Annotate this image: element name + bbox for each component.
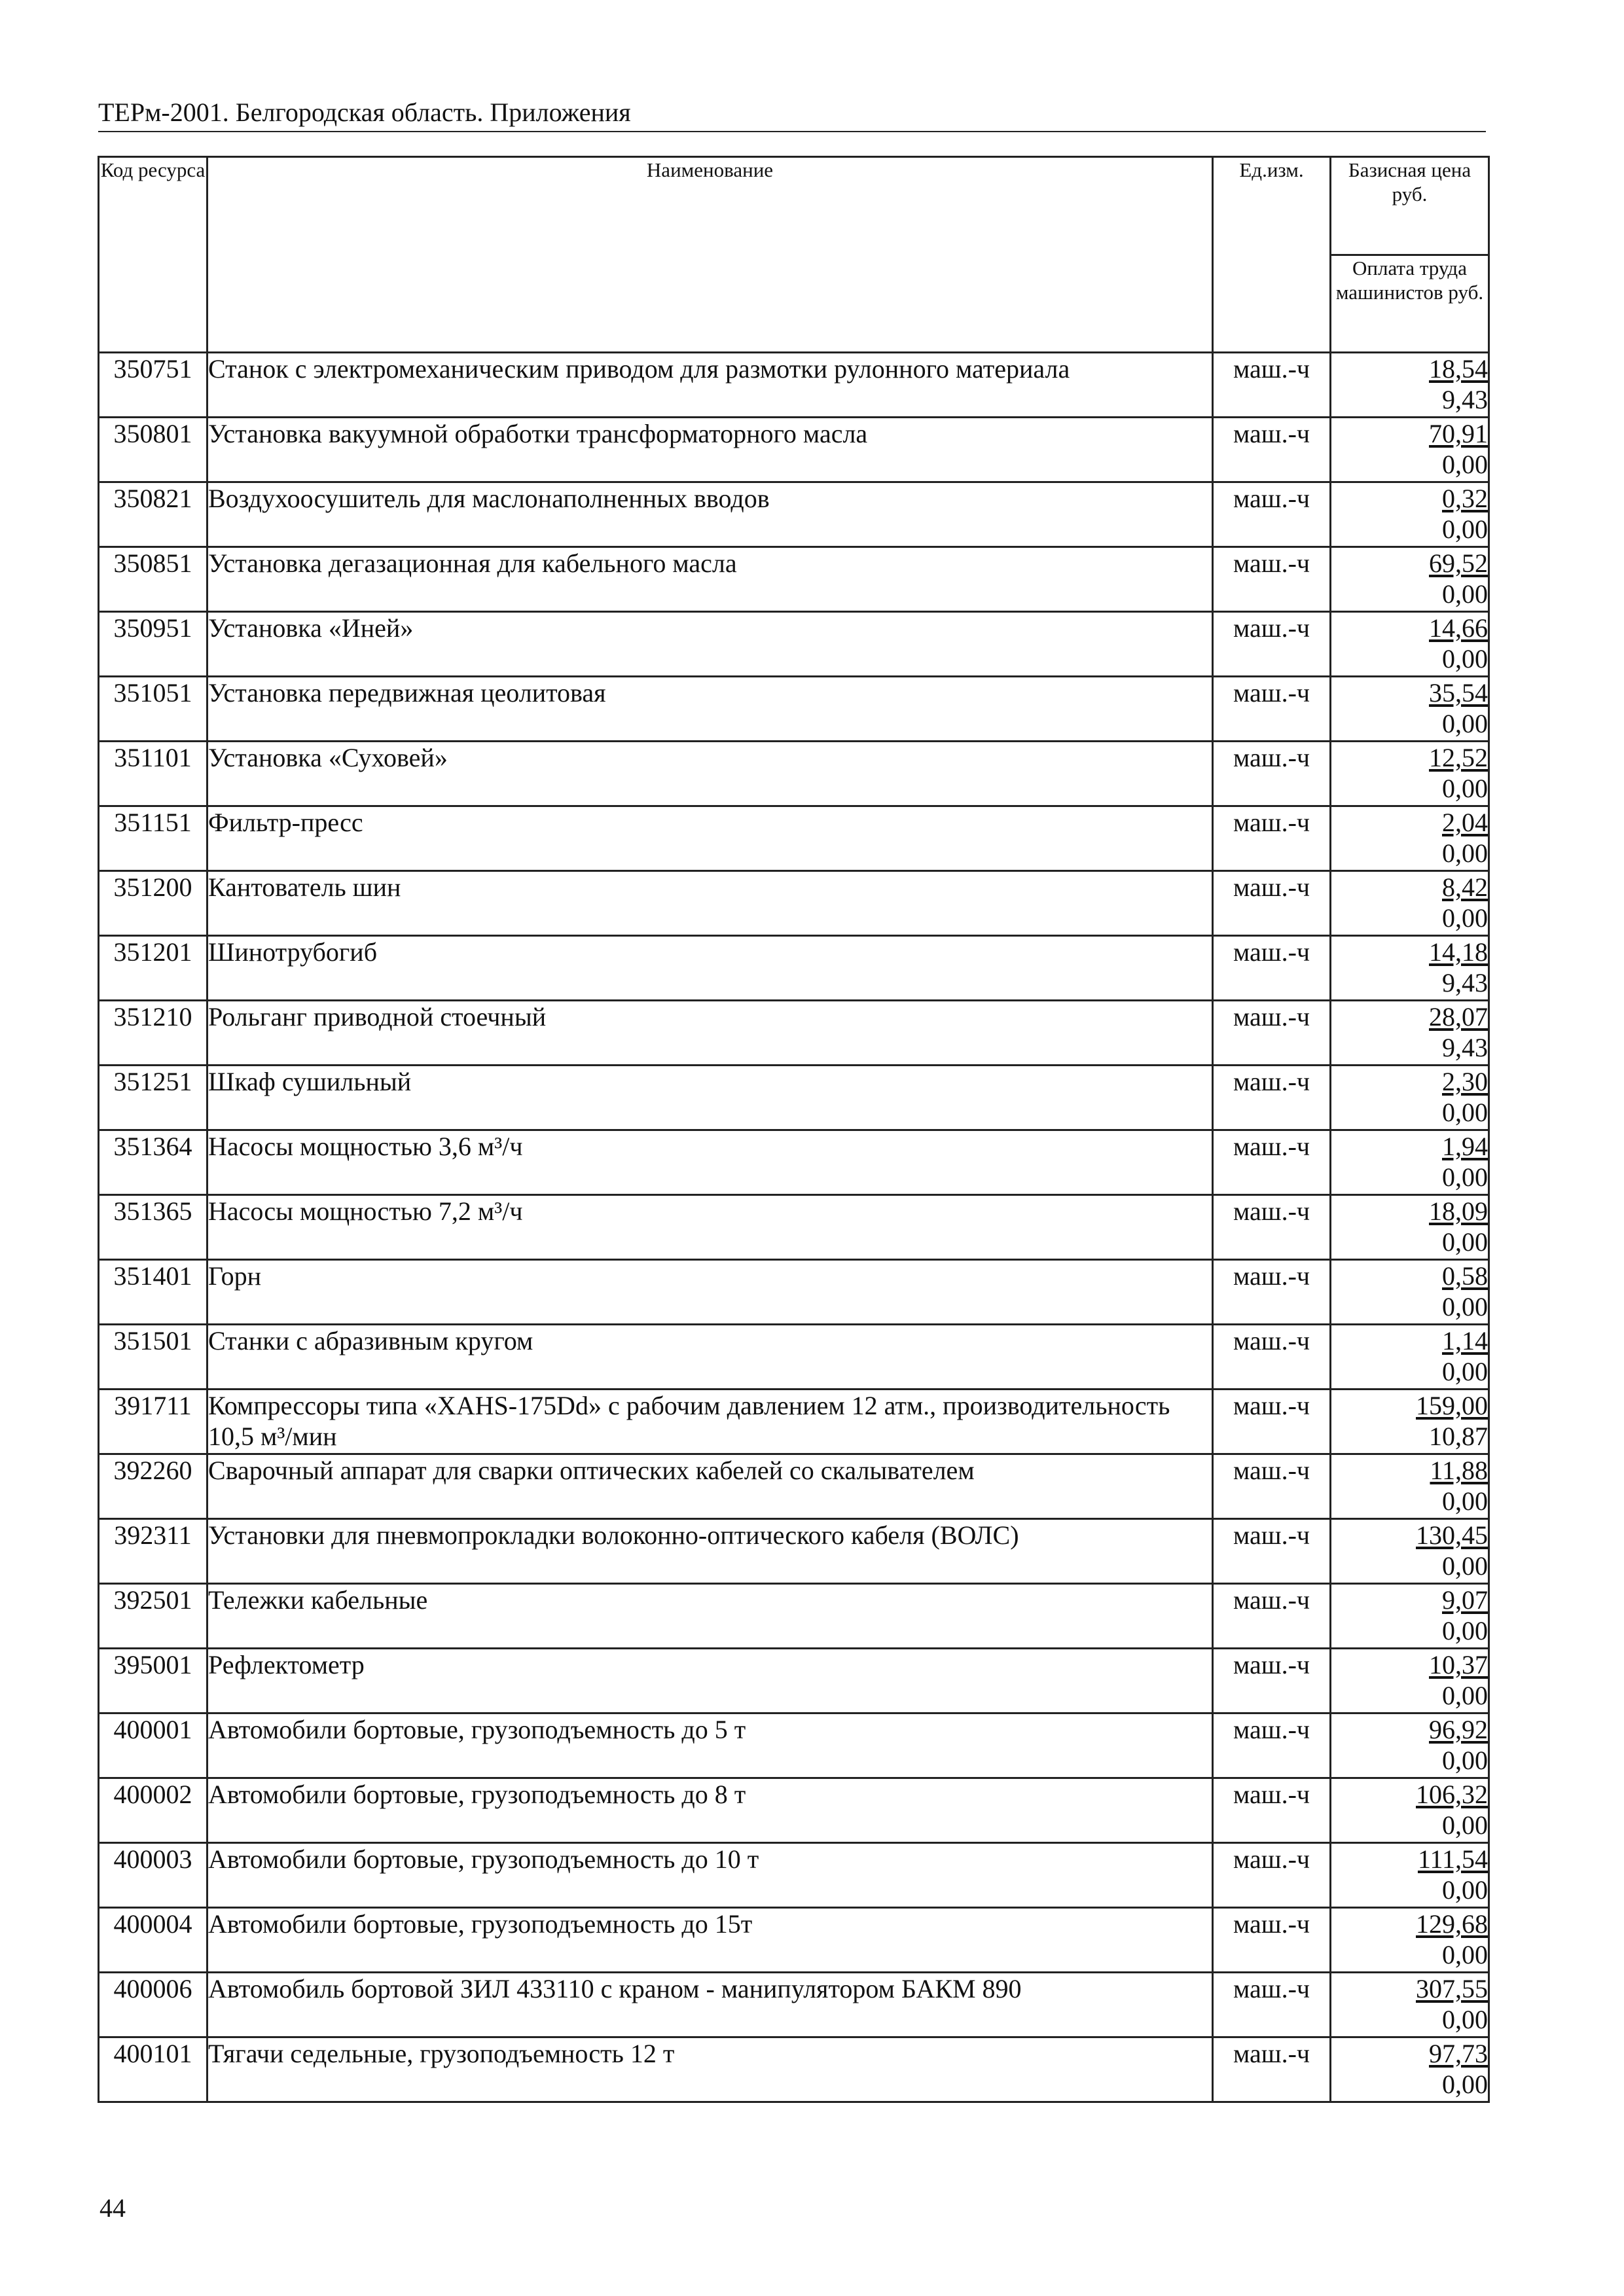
resource-name: Шкаф сушильный: [208, 1066, 1213, 1130]
resource-code: 400004: [99, 1908, 208, 1973]
price-cell: [1331, 1130, 1489, 1195]
column-header-base-price: Базисная цена руб.: [1331, 157, 1489, 255]
operator-pay: 0,00: [1442, 1875, 1488, 1905]
base-price: 111,54: [1417, 1844, 1488, 1874]
operator-pay: 0,00: [1442, 514, 1488, 544]
column-header-name: Наименование: [208, 157, 1213, 353]
base-price: 70,91: [1429, 419, 1488, 448]
price-cell: [1331, 1260, 1489, 1325]
price-cell: [1331, 1778, 1489, 1843]
price-cell: [1331, 353, 1489, 418]
operator-pay: 0,00: [1442, 1551, 1488, 1581]
column-header-operator-pay: Оплата труда машинистов руб.: [1331, 255, 1489, 353]
resource-unit: маш.-ч: [1213, 353, 1331, 418]
resource-code: 351364: [99, 1130, 208, 1195]
operator-pay: 0,00: [1442, 903, 1488, 933]
base-price: 69,52: [1429, 548, 1488, 578]
resource-name: Рольганг приводной стоечный: [208, 1001, 1213, 1066]
resource-code: 351201: [99, 936, 208, 1001]
table-row: [99, 1973, 1489, 2037]
resource-name: Насосы мощностью 7,2 м³/ч: [208, 1195, 1213, 1260]
operator-pay: 0,00: [1442, 1940, 1488, 1969]
operator-pay: 0,00: [1442, 1357, 1488, 1386]
price-cell: [1331, 1908, 1489, 1973]
operator-pay: 0,00: [1442, 1292, 1488, 1321]
resource-unit: маш.-ч: [1213, 1390, 1331, 1454]
base-price: 129,68: [1416, 1909, 1488, 1939]
resource-unit: маш.-ч: [1213, 547, 1331, 612]
table-row: [99, 2037, 1489, 2102]
operator-pay: 0,00: [1442, 644, 1488, 673]
base-price: 97,73: [1429, 2039, 1488, 2068]
page-number: 44: [99, 2193, 126, 2223]
resource-code: 351401: [99, 1260, 208, 1325]
price-cell: [1331, 1649, 1489, 1713]
resource-name: Автомобили бортовые, грузоподъемность до 5 т: [208, 1713, 1213, 1778]
table-row: [99, 936, 1489, 1001]
table-body: [99, 353, 1489, 2102]
table-row: [99, 1195, 1489, 1260]
resource-name: Автомобиль бортовой ЗИЛ 433110 с краном - манипулятором БАКМ 890: [208, 1973, 1213, 2037]
table-row: [99, 1519, 1489, 1584]
resource-unit: маш.-ч: [1213, 936, 1331, 1001]
resource-name: Установка передвижная цеолитовая: [208, 677, 1213, 742]
table-row: [99, 1130, 1489, 1195]
base-price: 28,07: [1429, 1002, 1488, 1031]
resource-name: Установка «Иней»: [208, 612, 1213, 677]
resource-name: Насосы мощностью 3,6 м³/ч: [208, 1130, 1213, 1195]
table-row: [99, 806, 1489, 871]
page-header: ТЕРм-2001. Белгородская область. Приложения: [98, 97, 1486, 132]
resource-unit: маш.-ч: [1213, 418, 1331, 482]
column-header-code: Код ресурса: [99, 157, 208, 353]
resource-name: Автомобили бортовые, грузоподъемность до 8 т: [208, 1778, 1213, 1843]
operator-pay: 0,00: [1442, 774, 1488, 803]
resource-code: 350821: [99, 482, 208, 547]
resource-unit: маш.-ч: [1213, 677, 1331, 742]
table-row: [99, 1390, 1489, 1454]
table-row: [99, 612, 1489, 677]
operator-pay: 0,00: [1442, 1227, 1488, 1257]
resource-unit: маш.-ч: [1213, 1713, 1331, 1778]
resource-name: Установка вакуумной обработки трансформаторного масла: [208, 418, 1213, 482]
operator-pay: 0,00: [1442, 450, 1488, 479]
operator-pay: 9,43: [1442, 968, 1488, 997]
operator-pay: 0,00: [1442, 1681, 1488, 1710]
resource-unit: маш.-ч: [1213, 612, 1331, 677]
operator-pay: 0,00: [1442, 2005, 1488, 2034]
resource-code: 400003: [99, 1843, 208, 1908]
table-row: [99, 1260, 1489, 1325]
resource-unit: маш.-ч: [1213, 2037, 1331, 2102]
price-cell: [1331, 482, 1489, 547]
resource-code: 400006: [99, 1973, 208, 2037]
resource-unit: маш.-ч: [1213, 1195, 1331, 1260]
resource-code: 395001: [99, 1649, 208, 1713]
resource-name: Установка «Суховей»: [208, 742, 1213, 806]
resource-name: Станки с абразивным кругом: [208, 1325, 1213, 1390]
resource-name: Тележки кабельные: [208, 1584, 1213, 1649]
resource-code: 351101: [99, 742, 208, 806]
price-cell: [1331, 1001, 1489, 1066]
price-cell: [1331, 1454, 1489, 1519]
resource-unit: маш.-ч: [1213, 1454, 1331, 1519]
resource-name: Сварочный аппарат для сварки оптических кабелей со скалывателем: [208, 1454, 1213, 1519]
resource-unit: маш.-ч: [1213, 1066, 1331, 1130]
table-row: [99, 1584, 1489, 1649]
resource-code: 351501: [99, 1325, 208, 1390]
table-row: [99, 482, 1489, 547]
price-cell: [1331, 2037, 1489, 2102]
base-price: 1,94: [1442, 1132, 1488, 1161]
resource-code: 351210: [99, 1001, 208, 1066]
resource-code: 392311: [99, 1519, 208, 1584]
operator-pay: 0,00: [1442, 1486, 1488, 1516]
resource-name: Горн: [208, 1260, 1213, 1325]
price-cell: [1331, 1325, 1489, 1390]
base-price: 106,32: [1416, 1780, 1488, 1809]
base-price: 96,92: [1429, 1715, 1488, 1744]
resource-unit: маш.-ч: [1213, 1778, 1331, 1843]
table-row: [99, 1843, 1489, 1908]
resource-unit: маш.-ч: [1213, 1260, 1331, 1325]
table-row: [99, 547, 1489, 612]
operator-pay: 0,00: [1442, 1098, 1488, 1127]
resource-unit: маш.-ч: [1213, 482, 1331, 547]
operator-pay: 10,87: [1429, 1422, 1488, 1451]
resource-name: Автомобили бортовые, грузоподъемность до 15т: [208, 1908, 1213, 1973]
table-row: [99, 742, 1489, 806]
table-row: [99, 1713, 1489, 1778]
operator-pay: 0,00: [1442, 1162, 1488, 1192]
resource-code: 400101: [99, 2037, 208, 2102]
resource-unit: маш.-ч: [1213, 1325, 1331, 1390]
price-cell: [1331, 677, 1489, 742]
resource-unit: маш.-ч: [1213, 1973, 1331, 2037]
resource-code: 350951: [99, 612, 208, 677]
operator-pay: 9,43: [1442, 385, 1488, 414]
column-header-unit: Ед.изм.: [1213, 157, 1331, 353]
base-price: 130,45: [1416, 1520, 1488, 1550]
resource-unit: маш.-ч: [1213, 1130, 1331, 1195]
base-price: 18,09: [1429, 1196, 1488, 1226]
base-price: 18,54: [1429, 354, 1488, 384]
price-cell: [1331, 547, 1489, 612]
resource-name: Автомобили бортовые, грузоподъемность до 10 т: [208, 1843, 1213, 1908]
base-price: 8,42: [1442, 872, 1488, 902]
operator-pay: 0,00: [1442, 2070, 1488, 2099]
price-cell: [1331, 1713, 1489, 1778]
base-price: 10,37: [1429, 1650, 1488, 1679]
resource-unit: маш.-ч: [1213, 742, 1331, 806]
operator-pay: 0,00: [1442, 579, 1488, 609]
operator-pay: 0,00: [1442, 1616, 1488, 1645]
operator-pay: 0,00: [1442, 1810, 1488, 1840]
table-row: [99, 418, 1489, 482]
resource-code: 351251: [99, 1066, 208, 1130]
operator-pay: 9,43: [1442, 1033, 1488, 1062]
resource-name: Кантователь шин: [208, 871, 1213, 936]
resource-code: 392501: [99, 1584, 208, 1649]
resource-code: 351200: [99, 871, 208, 936]
resource-code: 350851: [99, 547, 208, 612]
resource-unit: маш.-ч: [1213, 871, 1331, 936]
resource-name: Установка дегазационная для кабельного масла: [208, 547, 1213, 612]
price-cell: [1331, 1519, 1489, 1584]
resource-name: Тягачи седельные, грузоподъемность 12 т: [208, 2037, 1213, 2102]
resource-unit: маш.-ч: [1213, 1843, 1331, 1908]
table-row: [99, 1649, 1489, 1713]
resource-unit: маш.-ч: [1213, 1649, 1331, 1713]
resource-code: 351151: [99, 806, 208, 871]
table-row: [99, 1778, 1489, 1843]
price-cell: [1331, 936, 1489, 1001]
base-price: 0,32: [1442, 484, 1488, 513]
base-price: 12,52: [1429, 743, 1488, 772]
table-row: [99, 1325, 1489, 1390]
base-price: 35,54: [1429, 678, 1488, 708]
table-row: [99, 871, 1489, 936]
price-cell: [1331, 418, 1489, 482]
table-row: [99, 1908, 1489, 1973]
price-cell: [1331, 742, 1489, 806]
table-row: [99, 677, 1489, 742]
resource-name: Станок с электромеханическим приводом для размотки рулонного материала: [208, 353, 1213, 418]
resource-code: 351365: [99, 1195, 208, 1260]
base-price: 0,58: [1442, 1261, 1488, 1291]
resource-code: 400001: [99, 1713, 208, 1778]
price-cell: [1331, 1195, 1489, 1260]
resource-code: 350801: [99, 418, 208, 482]
resource-name: Установки для пневмопрокладки волоконно-оптического кабеля (ВОЛС): [208, 1519, 1213, 1584]
resource-name: Рефлектометр: [208, 1649, 1213, 1713]
table-row: [99, 353, 1489, 418]
resource-code: 400002: [99, 1778, 208, 1843]
price-cell: [1331, 871, 1489, 936]
resource-code: 351051: [99, 677, 208, 742]
base-price: 14,18: [1429, 937, 1488, 967]
price-cell: [1331, 806, 1489, 871]
price-cell: [1331, 1390, 1489, 1454]
resource-unit: маш.-ч: [1213, 1908, 1331, 1973]
resource-name: Компрессоры типа «XAHS-175Dd» с рабочим давлением 12 атм., производительность 10,5 м³/мин: [208, 1390, 1213, 1454]
resource-code: 391711: [99, 1390, 208, 1454]
table-row: [99, 1001, 1489, 1066]
operator-pay: 0,00: [1442, 1746, 1488, 1775]
resource-table: [98, 156, 1490, 2103]
price-cell: [1331, 612, 1489, 677]
base-price: 159,00: [1416, 1391, 1488, 1420]
price-cell: [1331, 1973, 1489, 2037]
resource-name: Фильтр-пресс: [208, 806, 1213, 871]
base-price: 9,07: [1442, 1585, 1488, 1615]
price-cell: [1331, 1584, 1489, 1649]
base-price: 1,14: [1442, 1326, 1488, 1355]
base-price: 2,30: [1442, 1067, 1488, 1096]
operator-pay: 0,00: [1442, 838, 1488, 868]
resource-code: 350751: [99, 353, 208, 418]
resource-unit: маш.-ч: [1213, 1001, 1331, 1066]
resource-name: Воздухоосушитель для маслонаполненных вводов: [208, 482, 1213, 547]
resource-unit: маш.-ч: [1213, 1519, 1331, 1584]
price-cell: [1331, 1066, 1489, 1130]
resource-unit: маш.-ч: [1213, 806, 1331, 871]
resource-code: 392260: [99, 1454, 208, 1519]
base-price: 307,55: [1416, 1974, 1488, 2003]
table-row: [99, 1066, 1489, 1130]
base-price: 11,88: [1430, 1456, 1488, 1485]
base-price: 2,04: [1442, 808, 1488, 837]
resource-name: Шинотрубогиб: [208, 936, 1213, 1001]
base-price: 14,66: [1429, 613, 1488, 643]
table-row: [99, 1454, 1489, 1519]
resource-unit: маш.-ч: [1213, 1584, 1331, 1649]
operator-pay: 0,00: [1442, 709, 1488, 738]
price-cell: [1331, 1843, 1489, 1908]
